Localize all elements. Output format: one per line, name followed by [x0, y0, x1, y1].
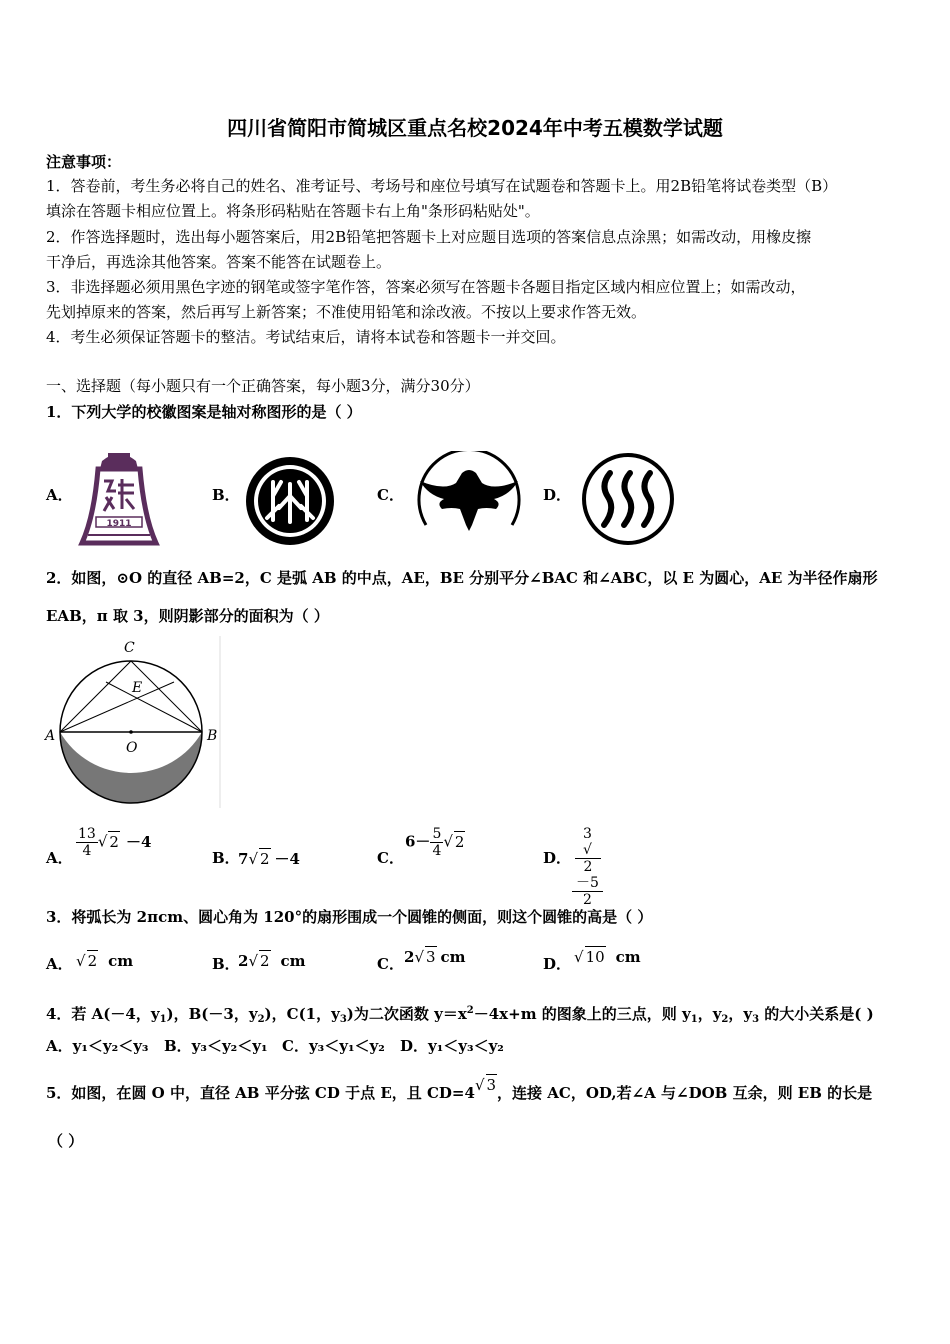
q2-option-d: [572, 826, 603, 908]
q2-option-b: 7√ 2 －4: [238, 850, 300, 868]
q5-stem: 5．如图，在圆 O 中，直径 AB 平分弦 CD 于点 E，且 CD=4√ 3，连接 AC，OD,若∠A 与∠DOB 互余，则 EB 的长是: [46, 1076, 873, 1102]
notice-line: 1．答卷前，考生务必将自己的姓名、准考证号、考场号和座位号填写在试题卷和答题卡上。用2B铅笔将试卷类型（B）: [46, 177, 838, 195]
point-a-label: A: [45, 728, 56, 744]
q3-option-a-label: A．: [46, 955, 73, 973]
notice-line: 干净后，再选涂其他答案。答案不能答在试题卷上。: [46, 253, 392, 271]
sqrt-sign: √: [76, 952, 86, 970]
tsinghua-bell-logo-icon: [78, 447, 160, 549]
q3-option-b: 2√ 2 cm: [238, 952, 306, 970]
q2-option-d-label: D．: [543, 849, 572, 867]
logo-year-text: 1911: [106, 519, 132, 529]
sqrt-sign: √: [97, 832, 108, 851]
notice-line: 2．作答选择题时，选出每小题答案后，用2B铅笔把答题卡上对应题目选项的答案信息点涂黑；如需改动，用橡皮擦: [46, 228, 812, 246]
q2-option-c-label: C．: [377, 849, 404, 867]
q2-stem-line2: EAB，π 取 3，则阴影部分的面积为（ ）: [46, 607, 329, 625]
point-c-label: C: [124, 640, 135, 656]
section-heading: 一、选择题（每小题只有一个正确答案，每小题3分，满分30分）: [46, 377, 480, 395]
sqrt-sign: √: [443, 832, 453, 851]
q3-option-c: 2√ 3 cm: [404, 948, 466, 966]
q1-option-a-label: A．: [46, 486, 73, 504]
q3-option-c-label: C．: [377, 955, 404, 973]
point-o-label: O: [126, 740, 138, 756]
q4-option-c: C．y₃＜y₁＜y₂: [282, 1037, 385, 1055]
page-title: 四川省简阳市简城区重点名校2024年中考五模数学试题: [227, 116, 723, 140]
q2-circle-figure: [40, 636, 224, 810]
q1-option-b-label: B．: [212, 486, 240, 504]
q1-option-c-label: C．: [377, 486, 404, 504]
sqrt-sign: √: [574, 948, 584, 966]
notice-line: 填涂在答题卡相应位置上。将条形码粘贴在答题卡右上角"条形码粘贴处"。: [46, 202, 540, 220]
notice-header: 注意事项：: [46, 153, 122, 171]
sqrt-sign: √: [248, 850, 258, 868]
q4-option-d: D．y₁＜y₃＜y₂: [400, 1037, 504, 1055]
point-b-label: B: [207, 728, 218, 744]
sqrt-sign: √: [248, 952, 258, 970]
q2-stem-line1: 2．如图，⊙O 的直径 AB=2，C 是弧 AB 的中点，AE，BE 分别平分∠BAC 和∠ABC，以 E 为圆心，AE 为半径作扇形: [46, 569, 878, 587]
sqrt-sign: √: [414, 948, 424, 966]
eagle-logo-icon: [414, 451, 524, 535]
q2-option-a: $\frac{13}{4}$ √ 2 －4: [78, 826, 152, 859]
q4-stem: 4．若 A(－4，$y_1$)，B(－3，$y_2$)，C(1，$y_3$)为二次函数 $y=x^2-4x+m$ 的图象上的三点，则 $y_1$，$y_2$，$y_3$ 的大小关系是( ): [46, 1005, 874, 1025]
q3-option-a: √ 2 cm: [76, 952, 134, 970]
q3-option-d-label: D．: [543, 955, 572, 973]
notice-line: 先划掉原来的答案，然后再写上新答案；不准使用铅笔和涂改液。不按以上要求作答无效。: [46, 303, 647, 321]
sqrt-sign: √: [474, 1076, 485, 1094]
q2-option-a-label: A．: [46, 849, 73, 867]
q3-stem: 3．将弧长为 2πcm、圆心角为 120°的扇形围成一个圆锥的侧面，则这个圆锥的高是（ ）: [46, 908, 653, 926]
q2-option-c: 6－ $\frac{5}{4}$ √ 2: [405, 826, 465, 859]
q2-option-b-label: B．: [212, 849, 240, 867]
q1-option-d-label: D．: [543, 486, 572, 504]
q5-blank: （ ）: [48, 1132, 84, 1150]
fraction: $\frac{5}{4}$: [432, 826, 442, 859]
q3-option-b-label: B．: [212, 955, 240, 973]
notice-line: 4．考生必须保证答题卡的整洁。考试结束后，请将本试卷和答题卡一并交回。: [46, 328, 566, 346]
point-e-label: E: [132, 680, 143, 696]
q3-option-d: √ 10 cm: [574, 948, 641, 966]
q1-stem: 1．下列大学的校徽图案是轴对称图形的是（ ）: [46, 403, 362, 421]
notice-line: 3．非选择题必须用黑色字迹的钢笔或签字笔作答，答案必须写在答题卡各题目指定区域内相应位置上；如需改动，: [46, 278, 806, 296]
fraction: 3 √ 2 －5 2: [572, 826, 603, 908]
wave-emblem-logo-icon: [580, 453, 676, 545]
q4-option-b: B．y₃＜y₂＜y₁: [164, 1037, 268, 1055]
peking-university-logo-icon: [243, 456, 337, 546]
fraction: $\frac{13}{4}$: [78, 826, 96, 859]
q4-option-a: A．y₁＜y₂＜y₃: [46, 1037, 149, 1055]
